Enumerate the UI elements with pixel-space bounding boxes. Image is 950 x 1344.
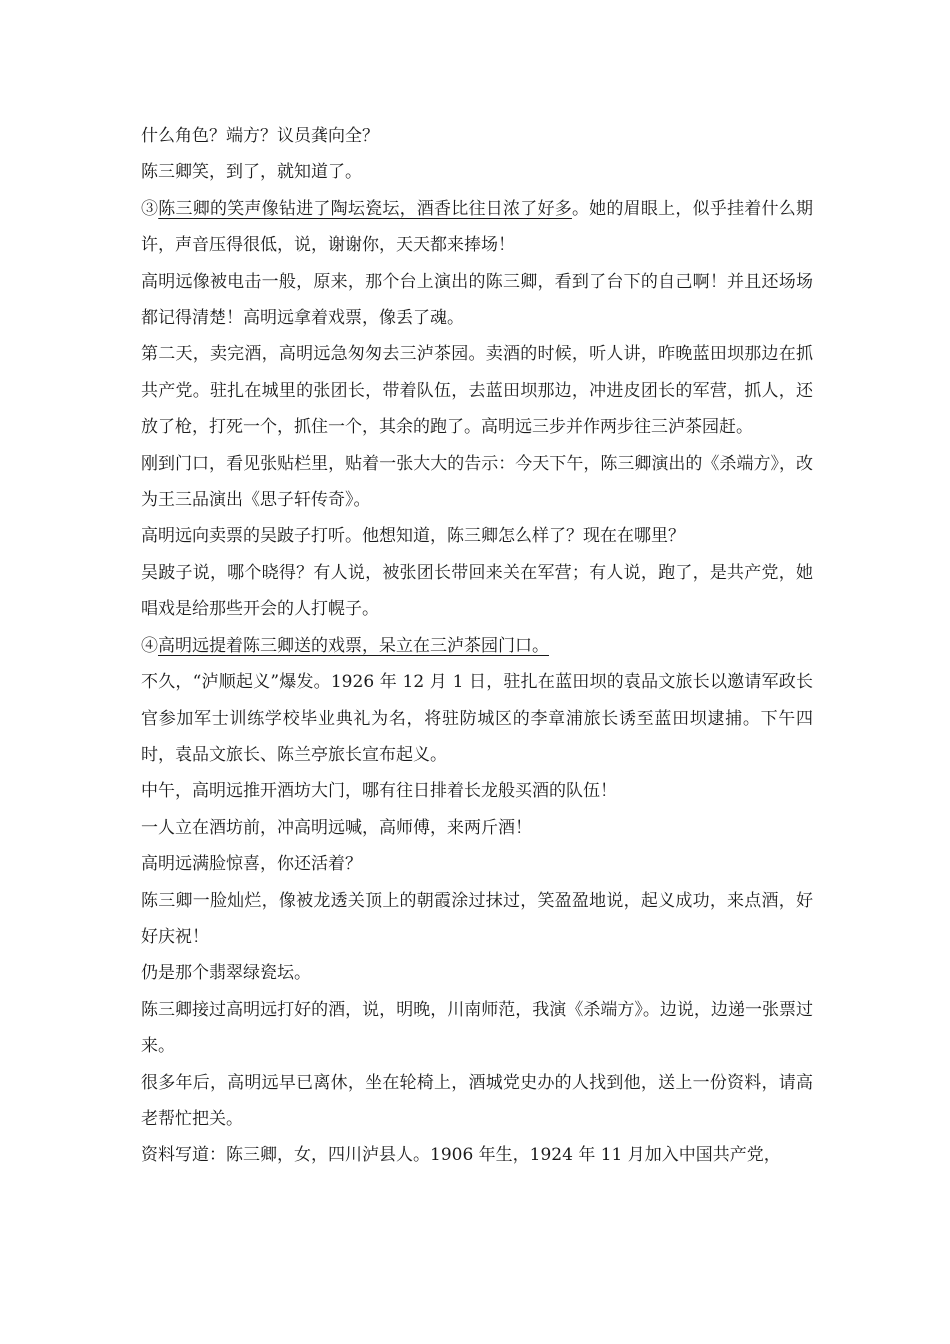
paragraph: 资料写道：陈三卿，女，四川泸县人。1906 年生，1924 年 11 月加入中国共产党， — [141, 1145, 781, 1166]
paragraph: 陈三卿笑，到了，就知道了。 — [141, 162, 362, 183]
paragraph: 中午，高明远推开酒坊大门，哪有往日排着长龙般买酒的队伍！ — [141, 781, 617, 802]
paragraph: 吴跛子说，哪个晓得？有人说，被张团长带回来关在军营；有人说，跑了，是共产党，她唱戏是给那些开会的人打幌子。 — [141, 562, 813, 620]
paragraph: 很多年后，高明远早已离休，坐在轮椅上，酒城党史办的人找到他，送上一份资料，请高老帮忙把关。 — [141, 1072, 813, 1129]
paragraph-marked-4 — [141, 628, 813, 664]
paragraph: 仍是那个翡翠绿瓷坛。 — [141, 963, 311, 984]
paragraph: 什么角色？端方？议员龚向全？ — [141, 126, 379, 146]
underlined-sentence: 陈三卿的笑声像钻进了陶坛瓷坛，酒香比往日浓了好多 — [158, 198, 572, 219]
paragraph: 一人立在酒坊前，冲高明远喊，高师傅，来两斤酒！ — [141, 817, 532, 838]
paragraph-text: 。她的眉眼上，似乎挂着什么期许，声音压得很低，说，谢谢你，天天都来捧场！ — [141, 198, 814, 256]
document-body — [141, 118, 813, 1174]
paragraph: 高明远向卖票的吴跛子打听。他想知道，陈三卿怎么样了？现在在哪里？ — [141, 526, 685, 547]
paragraph-marker: ④ — [141, 635, 158, 656]
paragraph: 陈三卿一脸灿烂，像被龙透关顶上的朝霞涂过抹过，笑盈盈地说，起义成功，来点酒，好好庆祝！ — [141, 890, 813, 947]
paragraph: 高明远像被电击一般，原来，那个台上演出的陈三卿，看到了台下的自己啊！并且还场场都记得清楚！高明远拿着戏票，像丢了魂。 — [141, 271, 813, 329]
paragraph: 不久，“泸顺起义”爆发。1926 年 12 月 1 日，驻扎在蓝田坝的袁品文旅长以邀请军政长官参加军士训练学校毕业典礼为名，将驻防城区的李章浦旅长诱至蓝田坝逮捕。下午四时，袁品文旅长、陈兰亭旅长宣布起义。 — [141, 672, 813, 765]
paragraph-marked-3 — [141, 191, 813, 264]
paragraph: 刚到门口，看见张贴栏里，贴着一张大大的告示：今天下午，陈三卿演出的《杀端方》，改为王三品演出《思子轩传奇》。 — [141, 453, 813, 511]
paragraph: 高明远满脸惊喜，你还活着？ — [141, 854, 362, 875]
paragraph: 第二天，卖完酒，高明远急匆匆去三泸茶园。卖酒的时候，听人讲，昨晚蓝田坝那边在抓共产党。驻扎在城里的张团长，带着队伍，去蓝田坝那边，冲进皮团长的军营，抓人，还放了枪，打死一个，抓住一个，其余的跑了。高明远三步并作两步往三泸茶园赶。 — [141, 344, 813, 438]
paragraph-marker: ③ — [141, 198, 159, 219]
paragraph: 陈三卿接过高明远打好的酒，说，明晚，川南师范，我演《杀端方》。边说，边递一张票过来。 — [141, 999, 813, 1057]
underlined-sentence: 高明远提着陈三卿送的戏票，呆立在三泸茶园门口。 — [158, 635, 549, 656]
